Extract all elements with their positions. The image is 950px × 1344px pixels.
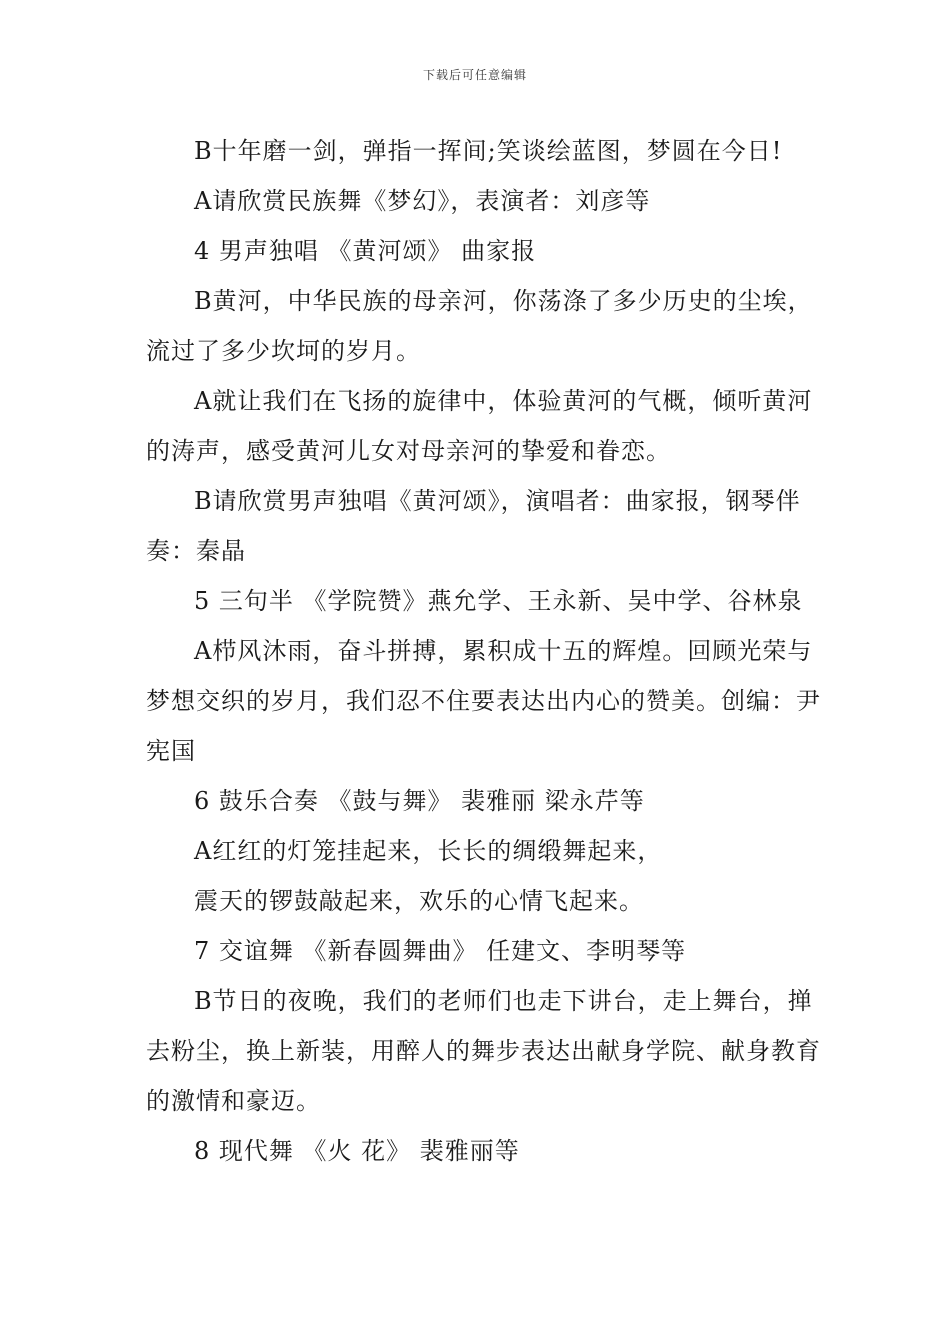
- program-item: 6 鼓乐合奏 《鼓与舞》 裴雅丽 梁永芹等: [194, 787, 645, 815]
- program-item: 5 三句半 《学院赞》燕允学、王永新、吴中学、谷林泉: [194, 587, 803, 615]
- program-item: 7 交谊舞 《新春圆舞曲》 任建文、李明琴等: [194, 937, 687, 965]
- program-item: 4 男声独唱 《黄河颂》 曲家报: [194, 237, 537, 265]
- paragraph: B十年磨一剑，弹指一挥间;笑谈绘蓝图，梦圆在今日!: [194, 137, 783, 165]
- document-body: [146, 126, 826, 1176]
- paragraph: A就让我们在飞扬的旋律中，体验黄河的气概，倾听黄河的涛声，感受黄河儿女对母亲河的挚爱和眷恋。: [146, 387, 813, 465]
- paragraph: B节日的夜晚，我们的老师们也走下讲台，走上舞台，掸去粉尘，换上新装，用醉人的舞步表达出献身学院、献身教育的激情和豪迈。: [146, 987, 821, 1115]
- page-header: 下载后可任意编辑: [422, 68, 527, 82]
- paragraph: A请欣赏民族舞《梦幻》，表演者：刘彦等: [194, 187, 651, 215]
- paragraph: B黄河，中华民族的母亲河，你荡涤了多少历史的尘埃，流过了多少坎坷的岁月。: [146, 287, 813, 365]
- paragraph: B请欣赏男声独唱《黄河颂》，演唱者：曲家报，钢琴伴奏：秦晶: [146, 487, 801, 565]
- paragraph: A红红的灯笼挂起来，长长的绸缎舞起来，: [194, 837, 663, 865]
- paragraph: A栉风沐雨，奋斗拼搏，累积成十五的辉煌。回顾光荣与梦想交织的岁月，我们忍不住要表达出内心的赞美。创编：尹宪国: [146, 637, 821, 765]
- program-item: 8 现代舞 《火 花》 裴雅丽等: [194, 1137, 520, 1165]
- paragraph: 震天的锣鼓敲起来，欢乐的心情飞起来。: [194, 887, 644, 915]
